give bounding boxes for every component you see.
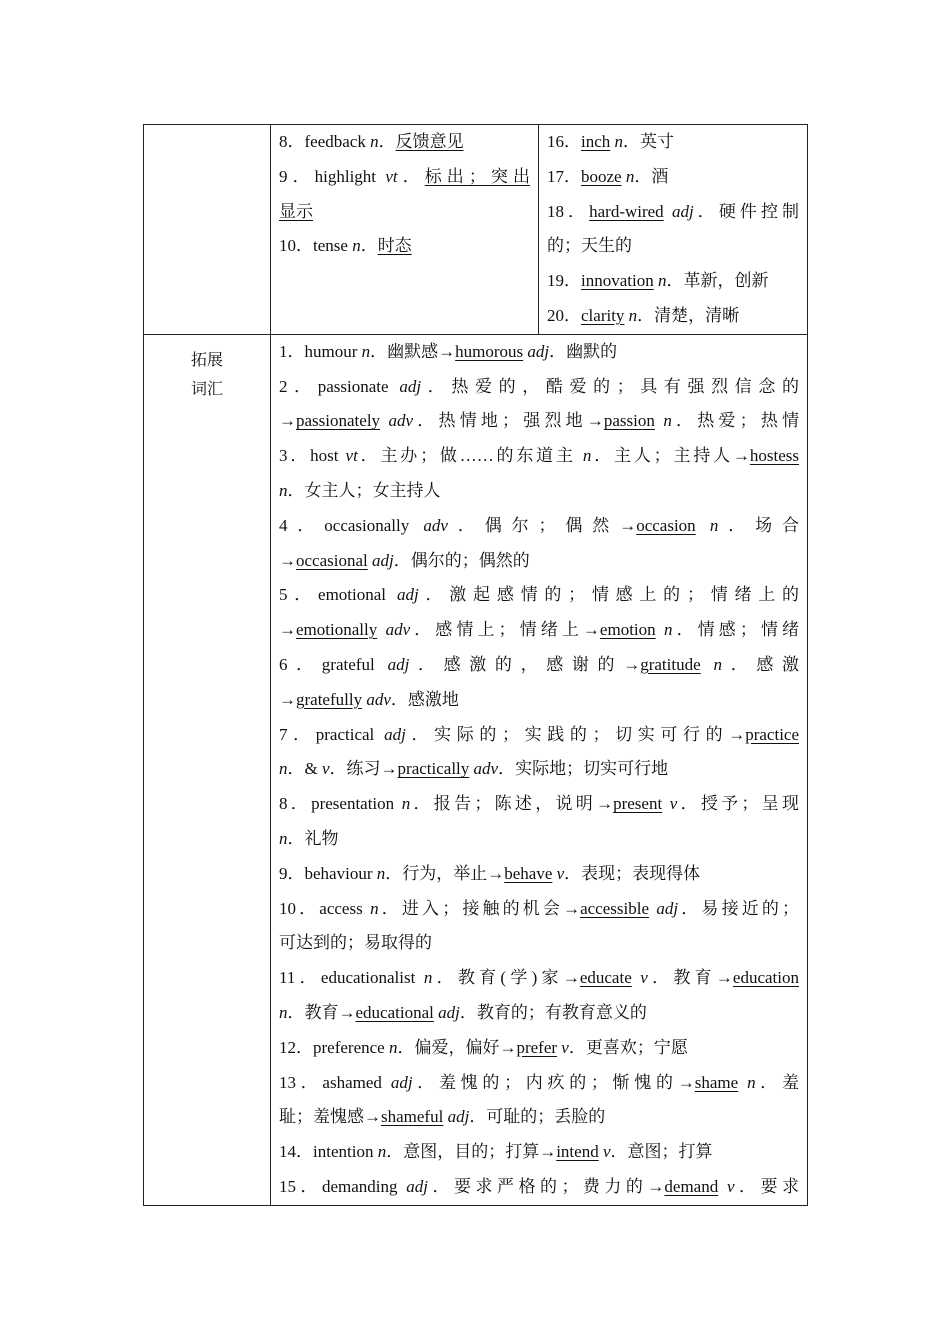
part-of-speech: adv	[423, 515, 448, 535]
part-of-speech: adj	[527, 341, 550, 361]
answer-word: occasional	[296, 550, 368, 570]
vocab-line	[271, 578, 807, 613]
vocab-text: →	[279, 550, 296, 570]
answer-word: accessible	[580, 898, 649, 918]
part-of-speech: n	[279, 1002, 288, 1022]
answer-word: educational	[355, 1002, 434, 1022]
answer-word: 标出；突出	[424, 166, 530, 186]
vocab-text: 的；天生的	[547, 236, 632, 256]
part-of-speech: adj	[397, 585, 419, 605]
vocab-line	[271, 613, 807, 648]
vocab-text	[738, 1073, 747, 1092]
vocab-line	[271, 648, 807, 683]
part-of-speech: n	[279, 480, 288, 500]
vocab-line	[539, 160, 807, 195]
vocab-text: ．实际地；切实可行地	[498, 759, 669, 779]
answer-word: inch	[581, 132, 611, 151]
vocab-column-left	[271, 125, 539, 335]
vocab-text: 可达到的；易取得的	[279, 933, 432, 953]
vocab-text: 14．intention	[279, 1142, 378, 1162]
vocab-text: ．硬件控制	[693, 201, 800, 221]
vocab-text: ．女主人；女主持人	[287, 480, 441, 500]
part-of-speech: n	[401, 794, 411, 814]
extended-vocab-list	[271, 335, 807, 1205]
answer-word: educate	[579, 968, 632, 988]
answer-word: intend	[556, 1142, 599, 1162]
section-label	[144, 335, 270, 403]
vocab-text: ．实际的；实践的；切实可行的→	[405, 724, 746, 744]
vocab-text: ．感情上；情绪上→	[410, 620, 600, 640]
answer-word: occasion	[636, 515, 696, 535]
answer-word: shame	[694, 1072, 739, 1092]
vocab-text: 12．preference	[279, 1037, 389, 1057]
vocab-text: 17．	[547, 166, 581, 186]
vocab-text: ．可耻的；丢脸的	[469, 1107, 606, 1127]
vocab-text: ．表现；表现得体	[564, 863, 701, 883]
vocab-column-right	[539, 125, 808, 335]
part-of-speech: v	[640, 968, 648, 988]
part-of-speech: v	[321, 759, 330, 779]
answer-word: innovation	[581, 271, 654, 291]
vocab-text: ．英寸	[623, 132, 675, 151]
vocab-text: 11．educationalist	[279, 968, 424, 988]
vocab-list-left	[271, 125, 538, 264]
answer-word: emotionally	[296, 620, 378, 640]
vocab-line	[271, 718, 807, 753]
part-of-speech: n	[628, 305, 638, 325]
vocab-text: ．教育的；有教育意义的	[459, 1002, 647, 1022]
vocab-text: 4．occasionally	[279, 515, 424, 535]
vocab-line	[271, 822, 807, 857]
table-row-extended-vocab	[144, 334, 808, 1205]
vocab-line	[271, 752, 807, 787]
answer-word: hard-wired	[589, 201, 664, 221]
vocab-line	[271, 1066, 807, 1101]
vocab-text: ．羞愧的；内疚的；惭愧的→	[412, 1072, 695, 1092]
vocab-text: ．教育(学)家→	[432, 968, 580, 988]
vocab-text: ．意图，目的；打算→	[386, 1142, 557, 1162]
part-of-speech: adv	[473, 759, 499, 779]
vocab-text: 8．presentation	[279, 794, 402, 814]
section-label-line: 词汇	[190, 378, 223, 398]
vocab-line	[271, 509, 807, 544]
vocab-line	[271, 544, 807, 579]
part-of-speech: adj	[438, 1002, 460, 1022]
vocab-text: 1．humour	[279, 341, 362, 361]
vocab-text: 耻；羞愧感→	[279, 1107, 381, 1127]
vocab-text: ．礼物	[287, 828, 339, 848]
vocab-line	[271, 404, 807, 439]
vocab-text: ．羞	[755, 1072, 800, 1092]
vocab-text	[656, 620, 664, 639]
section-label-cell	[144, 334, 271, 1205]
answer-word: passion	[603, 411, 655, 431]
part-of-speech: n	[361, 341, 371, 361]
answer-word: 显示	[279, 201, 313, 221]
vocab-line	[271, 787, 807, 822]
vocab-text: ．行为，举止→	[385, 863, 505, 883]
vocab-text: ．偶尔；偶然→	[447, 515, 637, 535]
answer-word: 时态	[377, 236, 412, 256]
answer-word: humorous	[455, 341, 524, 361]
answer-word: present	[613, 794, 663, 814]
part-of-speech: n	[370, 132, 379, 151]
part-of-speech: adv	[388, 411, 414, 431]
answer-word: prefer	[516, 1037, 558, 1057]
vocab-text: ．清楚，清晰	[637, 305, 740, 325]
vocab-text: ．感激的，感谢的→	[409, 654, 641, 674]
part-of-speech: vt	[385, 166, 398, 186]
section-label-line: 拓展	[190, 349, 223, 369]
vocab-text	[380, 411, 388, 430]
vocab-line	[271, 335, 807, 370]
vocab-text: 8．feedback	[279, 132, 371, 151]
vocab-text: ．革新，创新	[666, 271, 769, 291]
part-of-speech: n	[713, 654, 723, 674]
vocab-text: ．热情地；强烈地→	[413, 411, 604, 431]
vocab-line	[271, 1100, 807, 1135]
part-of-speech: n	[376, 863, 386, 883]
vocab-text	[696, 516, 710, 535]
vocab-text: ．酒	[634, 166, 669, 186]
vocab-line	[271, 474, 807, 509]
part-of-speech: n	[279, 759, 288, 779]
vocab-text: ．要求严格的；费力的→	[428, 1176, 665, 1196]
vocab-text: ．主人；主持人→	[591, 446, 750, 466]
part-of-speech: adj	[672, 201, 694, 221]
part-of-speech: adv	[366, 689, 391, 709]
part-of-speech: adj	[447, 1107, 470, 1127]
vocab-line	[271, 370, 807, 405]
extended-vocab-cell	[271, 334, 808, 1205]
vocab-text: →	[279, 620, 296, 640]
part-of-speech: adj	[387, 654, 410, 674]
vocab-text	[718, 1177, 727, 1196]
vocab-text: ．偶尔的；偶然的	[393, 550, 530, 570]
vocab-text: 9．behaviour	[279, 863, 377, 883]
vocab-text	[701, 655, 714, 674]
answer-word: 反馈意见	[395, 132, 464, 151]
vocab-text: →	[279, 689, 296, 709]
section-label-cell-empty	[144, 125, 271, 335]
answer-word: demand	[664, 1176, 719, 1196]
vocab-text: ．授予；呈现	[677, 794, 800, 814]
vocab-text: 18．	[547, 201, 590, 221]
vocab-text: ．教育→	[647, 968, 733, 988]
part-of-speech: n	[747, 1072, 756, 1092]
answer-word: practically	[397, 759, 470, 779]
vocab-text: ．感激地	[390, 689, 459, 709]
vocab-line	[271, 1031, 807, 1066]
vocab-line	[271, 926, 807, 961]
part-of-speech: v	[561, 1037, 569, 1057]
part-of-speech: n	[663, 411, 672, 431]
vocab-text: 9．highlight	[279, 166, 386, 186]
vocab-text: 7．practical	[279, 724, 385, 744]
part-of-speech: n	[352, 236, 361, 256]
vocab-line	[271, 160, 538, 195]
vocab-line	[271, 229, 538, 264]
vocab-text: →	[279, 411, 296, 431]
vocab-text: ．意图；打算	[610, 1142, 713, 1162]
vocab-text: ．要求	[734, 1176, 800, 1196]
vocab-text: ．热爱的，酷爱的；具有强烈信念的	[421, 376, 799, 396]
vocab-text: ．偏爱，偏好→	[397, 1037, 517, 1057]
vocab-line	[271, 1135, 807, 1170]
part-of-speech: adj	[399, 376, 422, 396]
vocab-text: ．进入；接触的机会→	[378, 898, 581, 918]
vocab-line	[539, 195, 807, 230]
vocab-line	[539, 264, 807, 299]
vocab-text: ．情感；情绪	[672, 620, 800, 640]
vocab-line	[271, 1170, 807, 1205]
vocab-text	[377, 620, 385, 639]
part-of-speech: v	[669, 794, 678, 814]
vocab-text: ．	[360, 236, 378, 256]
vocab-line	[271, 195, 538, 230]
part-of-speech: v	[726, 1176, 735, 1196]
vocab-text: ．&	[287, 759, 322, 779]
vocabulary-table	[143, 124, 808, 1206]
answer-word: practice	[745, 724, 800, 744]
table-row-core-vocab	[144, 125, 808, 335]
vocab-line	[271, 892, 807, 927]
vocab-text: ．报告；陈述，说明→	[410, 794, 614, 814]
part-of-speech: n	[279, 828, 288, 848]
part-of-speech: v	[602, 1142, 611, 1162]
answer-word: shameful	[381, 1107, 444, 1127]
part-of-speech: adj	[384, 724, 406, 744]
answer-word: emotion	[599, 620, 656, 640]
vocab-text: 2．passionate	[279, 376, 400, 396]
part-of-speech: n	[388, 1037, 398, 1057]
vocab-text: 10．access	[279, 898, 371, 918]
part-of-speech: adj	[390, 1072, 413, 1092]
answer-word: education	[732, 968, 800, 988]
answer-word: booze	[581, 166, 622, 186]
vocab-text: 6．grateful	[279, 654, 388, 674]
part-of-speech: n	[582, 446, 592, 466]
answer-word: gratefully	[296, 689, 363, 709]
part-of-speech: n	[614, 132, 624, 151]
vocab-text: ．激起感情的；情感上的；情绪上的	[418, 585, 800, 605]
vocab-line	[539, 299, 807, 334]
answer-word: gratitude	[640, 654, 701, 674]
vocab-line	[271, 961, 807, 996]
vocab-text: ．幽默的	[549, 341, 618, 361]
vocab-line	[271, 125, 538, 160]
vocab-text: 19．	[547, 271, 581, 291]
vocab-text: 13．ashamed	[279, 1072, 391, 1092]
vocab-line	[271, 996, 807, 1031]
vocab-text: 15．demanding	[279, 1176, 407, 1196]
part-of-speech: n	[370, 898, 379, 918]
vocab-text: ．感激	[722, 654, 800, 674]
part-of-speech: v	[556, 863, 565, 883]
part-of-speech: adj	[406, 1176, 428, 1196]
part-of-speech: adv	[385, 620, 411, 640]
vocab-text	[664, 202, 672, 221]
vocab-text: ．主办；做……的东道主	[357, 446, 583, 466]
part-of-speech: n	[657, 271, 667, 291]
answer-word: clarity	[581, 305, 625, 325]
vocab-text: ．	[378, 132, 396, 151]
vocab-text: ．	[397, 166, 425, 186]
vocab-text: 20．	[547, 305, 581, 325]
vocab-text: ．更喜欢；宁愿	[568, 1037, 688, 1057]
vocab-text	[662, 794, 670, 813]
vocab-text: 5．emotional	[279, 585, 398, 605]
part-of-speech: n	[709, 515, 719, 535]
answer-word: hostess	[749, 446, 800, 466]
vocab-text: ．场合	[718, 515, 800, 535]
vocab-list-right	[539, 125, 807, 334]
part-of-speech: n	[625, 166, 635, 186]
vocab-text: 10．tense	[279, 236, 353, 256]
answer-word: passionately	[296, 411, 381, 431]
vocab-line	[271, 683, 807, 718]
vocab-line	[539, 229, 807, 264]
answer-word: behave	[504, 863, 553, 883]
vocab-text: ．热爱；热情	[671, 411, 800, 431]
vocab-line	[271, 857, 807, 892]
vocab-text: ．易接近的；	[678, 898, 800, 918]
part-of-speech: adj	[372, 550, 394, 570]
part-of-speech: adj	[656, 898, 679, 918]
vocab-line	[539, 125, 807, 160]
vocab-text: ．练习→	[329, 759, 398, 779]
part-of-speech: n	[377, 1142, 387, 1162]
vocab-text: ．教育→	[287, 1002, 356, 1022]
part-of-speech: n	[423, 968, 433, 988]
part-of-speech: vt	[345, 446, 358, 466]
part-of-speech: n	[663, 620, 673, 640]
vocab-text: 3．host	[279, 446, 346, 466]
vocab-text: ．幽默感→	[370, 341, 456, 361]
vocab-line	[271, 439, 807, 474]
vocab-text	[632, 968, 641, 987]
vocab-text: 16．	[547, 132, 581, 151]
